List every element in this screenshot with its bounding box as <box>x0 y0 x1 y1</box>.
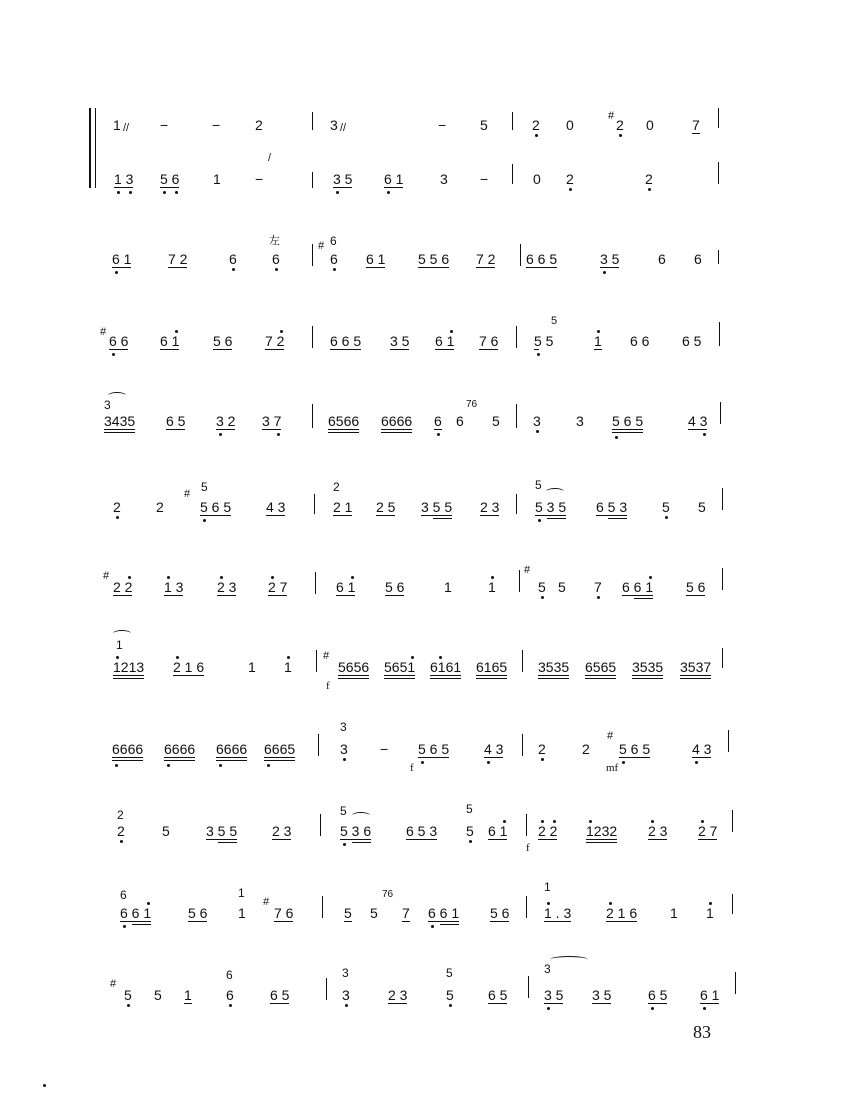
note-token: 5 6 5 <box>200 500 231 514</box>
note-token: 2 <box>255 117 263 133</box>
barline <box>720 402 721 424</box>
note-token: 3 5 5 <box>206 824 237 838</box>
note-token: 7 6 <box>274 905 294 921</box>
note-token: 5 <box>558 579 566 595</box>
tie-arc <box>352 812 370 819</box>
note-token: 6 6 <box>109 334 128 348</box>
note-token: 5 6 <box>490 905 510 921</box>
note-token: 2 <box>532 118 540 132</box>
note-token: − <box>380 741 389 757</box>
note-token: 6 <box>272 252 280 266</box>
note-token: 6 1 <box>435 334 454 348</box>
grace-note: 76 <box>382 889 394 900</box>
note-token: 7 <box>692 117 700 133</box>
note-token: 6 <box>229 252 237 266</box>
note-token: 6565 <box>585 660 616 674</box>
note-token: 7 <box>594 580 602 594</box>
barline <box>512 164 513 184</box>
barline <box>312 172 313 188</box>
grace-note: 5 <box>535 478 542 492</box>
barline <box>718 250 719 264</box>
barline <box>528 976 529 998</box>
sharp-accidental: # <box>110 978 117 990</box>
note-token: 7 2 <box>168 251 188 267</box>
fingering-text: 左 <box>269 235 280 247</box>
barline <box>728 730 729 752</box>
sharp-accidental: # <box>323 650 330 662</box>
note-token: 1 3 <box>164 580 183 594</box>
note-token: 5 <box>538 580 546 594</box>
note-token: 1 <box>238 905 246 921</box>
note-token: 1 <box>706 906 714 920</box>
note-token: 6666 <box>216 742 247 756</box>
barline <box>722 568 723 590</box>
note-token: 1213 <box>113 660 144 674</box>
note-token: 2 3 <box>272 823 292 839</box>
sharp-accidental: # <box>607 730 614 742</box>
barline <box>312 404 313 428</box>
note-token: 2 3 <box>217 580 236 594</box>
grace-note: 6 <box>226 968 233 982</box>
note-token: 2 1 6 <box>606 906 637 920</box>
note-token: 5 6 <box>213 333 233 349</box>
note-token: 7 2 <box>476 251 496 267</box>
note-token: 6161 <box>430 660 461 674</box>
tie-arc <box>550 956 588 963</box>
note-token: 6 5 <box>682 333 702 349</box>
note-token: 3535 <box>632 660 663 674</box>
note-token: 5 <box>344 905 352 921</box>
note-token: 5 <box>466 824 474 838</box>
note-token: 0 <box>533 171 541 187</box>
barline <box>516 326 517 348</box>
tremolo-mark: // <box>123 122 130 134</box>
note-token: 4 3 <box>484 742 503 756</box>
note-token: 2 <box>645 172 653 186</box>
note-token: − <box>438 117 447 133</box>
note-token: 6 6 5 <box>330 333 362 349</box>
note-token: 6 1 <box>488 824 507 838</box>
note-token: 0 <box>646 117 654 133</box>
note-token: 1 <box>113 117 121 133</box>
note-token: 6666 <box>112 742 143 756</box>
note-token: 5656 <box>338 660 369 674</box>
note-token: 2 <box>117 824 125 838</box>
barline <box>519 570 520 592</box>
note-token: − <box>480 171 489 187</box>
sharp-accidental: # <box>608 110 615 122</box>
note-token: 6 6 5 <box>526 251 558 267</box>
note-token: 5 <box>480 117 488 133</box>
dynamic-mark: f <box>326 680 330 692</box>
note-token: 2 <box>113 500 121 514</box>
barline <box>522 734 523 756</box>
note-token: 3537 <box>680 660 711 674</box>
barline <box>326 978 327 1000</box>
note-token: 5 6 <box>188 905 208 921</box>
note-token: 5 5 6 <box>418 251 450 267</box>
sharp-accidental: # <box>103 570 110 582</box>
note-token: 3 <box>533 414 541 428</box>
note-token: 6 5 <box>166 413 186 429</box>
note-token: 6 <box>330 252 338 266</box>
barline <box>320 814 321 836</box>
tie-arc <box>108 392 126 399</box>
note-token: 6566 <box>328 414 359 428</box>
note-token: 5 <box>446 988 454 1002</box>
grace-note: 3 <box>340 720 347 734</box>
note-token: 3 5 <box>592 987 612 1003</box>
grace-note: 3 <box>104 398 111 412</box>
tie-arc <box>546 488 564 495</box>
note-token: 5 <box>162 823 170 839</box>
note-token: 5 <box>698 499 706 515</box>
note-token: 6 5 <box>648 988 667 1002</box>
note-token: 2 7 <box>698 824 717 838</box>
note-token: 6 <box>694 251 702 267</box>
note-token: 2 <box>566 172 574 186</box>
note-token: − <box>212 117 221 133</box>
note-token: 1 <box>184 987 192 1003</box>
barline <box>322 896 323 918</box>
note-token: 2 3 <box>388 987 408 1003</box>
note-token: 2 3 <box>648 824 667 838</box>
note-token: 5 6 <box>385 579 405 595</box>
note-token: 5 <box>154 987 162 1003</box>
note-token: 7 <box>402 905 410 921</box>
note-token: 3 7 <box>262 414 281 428</box>
note-token: 7 2 <box>265 334 284 348</box>
note-token: 4 3 <box>692 742 711 756</box>
grace-note: 5 <box>551 315 558 327</box>
barline <box>314 494 315 514</box>
note-token: 2 5 <box>376 499 396 515</box>
note-token: 6 1 <box>366 251 386 267</box>
note-token: 6 1 <box>700 988 719 1002</box>
note-token: 6165 <box>476 660 507 674</box>
barline <box>520 244 521 266</box>
note-token: 7 6 <box>479 333 499 349</box>
note-token: 5 6 <box>686 579 706 595</box>
note-token: 3 2 <box>216 414 235 428</box>
note-token: 6666 <box>381 414 412 428</box>
note-token: 3 5 <box>544 988 563 1002</box>
note-token: 6 5 3 <box>406 823 438 839</box>
barline <box>722 648 723 668</box>
barline <box>732 810 733 832</box>
barline <box>312 244 313 266</box>
note-token: 5 <box>370 905 378 921</box>
note-token: 6 6 1 <box>428 906 459 920</box>
barline <box>516 404 517 428</box>
note-token: 2 7 <box>268 580 287 594</box>
sharp-accidental: # <box>524 564 531 576</box>
dynamic-mark: mf <box>606 762 619 774</box>
note-token: 2 <box>538 742 546 756</box>
note-token: 5 6 <box>160 172 179 186</box>
note-token: 3 5 5 <box>421 500 452 514</box>
sharp-accidental: # <box>263 896 270 908</box>
note-token: 5 6 5 <box>619 742 650 756</box>
note-token: 6 1 <box>384 172 403 186</box>
sharp-accidental: # <box>100 326 107 338</box>
note-token: 6 <box>226 988 234 1002</box>
grace-note: 76 <box>466 399 478 410</box>
note-token: 5651 <box>384 660 415 674</box>
system-bracket-inner <box>95 108 96 188</box>
note-token: 1 <box>488 580 496 594</box>
sharp-accidental: # <box>184 488 191 500</box>
note-token: 1232 <box>586 824 617 838</box>
note-token: 2 <box>582 741 590 757</box>
note-token: − <box>255 171 264 187</box>
note-token: 2 1 6 <box>173 660 204 674</box>
tremolo-mark: // <box>340 122 347 134</box>
grace-note: 1 <box>544 880 551 894</box>
barline <box>512 112 513 130</box>
note-token: 3 5 <box>600 252 619 266</box>
note-token: 2 1 <box>333 499 353 515</box>
grace-note: 3 <box>544 962 551 976</box>
note-token: 2 <box>156 499 164 515</box>
barline <box>312 326 313 348</box>
note-token: 1 <box>248 659 256 675</box>
note-token: 6 5 <box>488 987 508 1003</box>
note-token: 5 5 <box>534 334 553 348</box>
note-token: 6 5 3 <box>596 500 627 514</box>
dynamic-mark: f <box>410 762 414 774</box>
page-number: 83 <box>693 1022 711 1042</box>
grace-note: 1 <box>238 886 245 900</box>
scan-speck <box>43 1084 46 1087</box>
grace-note: 5 <box>446 966 453 980</box>
barline <box>522 650 523 672</box>
note-token: 5 3 5 <box>535 500 566 514</box>
note-token: 2 2 <box>113 580 132 594</box>
note-token: 5 <box>124 988 132 1002</box>
barline <box>318 734 319 756</box>
dynamic-mark: f <box>526 842 530 854</box>
note-token: 3 <box>330 117 338 133</box>
barline <box>735 972 736 994</box>
note-token: 3 <box>340 742 348 756</box>
note-token: 3435 <box>104 414 135 428</box>
note-token: 5 6 5 <box>612 414 643 428</box>
note-token: 2 2 <box>538 824 557 838</box>
grace-note: 2 <box>117 808 124 822</box>
note-token: 6 1 <box>160 334 179 348</box>
note-token: 1 <box>670 905 678 921</box>
grace-note: 5 <box>340 804 347 818</box>
note-token: 5 6 5 <box>418 742 449 756</box>
note-token: 1 <box>594 334 602 348</box>
note-token: 1 <box>444 579 452 595</box>
note-token: 6 6 1 <box>622 580 653 594</box>
note-token: 1 <box>284 660 292 674</box>
note-token: 5 <box>492 413 500 429</box>
barline <box>516 494 517 514</box>
barline <box>718 162 719 184</box>
grace-note: 6 <box>120 888 127 902</box>
note-token: 6 6 <box>630 333 650 349</box>
note-token: 6665 <box>264 742 295 756</box>
slide-mark: / <box>268 152 272 164</box>
grace-note: 5 <box>466 802 473 816</box>
grace-note: 3 <box>342 966 349 980</box>
sharp-accidental: # <box>318 240 325 252</box>
note-token: 3535 <box>538 660 569 674</box>
barline <box>312 112 313 130</box>
barline <box>719 322 720 346</box>
note-token: 3 5 <box>390 333 410 349</box>
note-token: 6 1 <box>112 252 131 266</box>
note-token: 3 5 <box>333 172 352 186</box>
note-token: 4 3 <box>688 414 707 428</box>
note-token: 3 <box>440 171 448 187</box>
system-bracket <box>89 108 91 188</box>
note-token: 1 <box>213 171 221 187</box>
barline <box>526 896 527 918</box>
note-token: 1 . 3 <box>544 906 571 920</box>
note-token: 2 <box>616 118 624 132</box>
barline <box>316 650 317 672</box>
note-token: 5 3 6 <box>340 824 371 838</box>
note-token: 5 <box>662 500 670 514</box>
note-token: 6 <box>434 414 442 428</box>
grace-note: 2 <box>333 480 340 494</box>
grace-note: 1 <box>116 638 123 652</box>
note-token: 6 <box>658 251 666 267</box>
barline <box>732 894 733 914</box>
note-token: 1 3 <box>114 172 133 186</box>
note-token: 4 3 <box>266 499 286 515</box>
note-token: 6 6 1 <box>120 906 151 920</box>
tie-arc <box>113 630 131 637</box>
note-token: 3 <box>576 413 584 429</box>
barline <box>718 108 719 128</box>
note-token: − <box>160 117 169 133</box>
barline <box>315 572 316 594</box>
grace-note: 5 <box>201 480 208 494</box>
note-token: 0 <box>566 117 574 133</box>
note-token: 2 3 <box>480 499 500 515</box>
note-token: 6 1 <box>336 580 355 594</box>
grace-note: 6 <box>330 234 337 248</box>
barline <box>722 488 723 510</box>
barline <box>526 814 527 836</box>
note-token: 6 5 <box>270 987 290 1003</box>
note-token: 3 <box>342 988 350 1002</box>
note-token: 6 <box>456 413 464 429</box>
note-token: 6666 <box>164 742 195 756</box>
